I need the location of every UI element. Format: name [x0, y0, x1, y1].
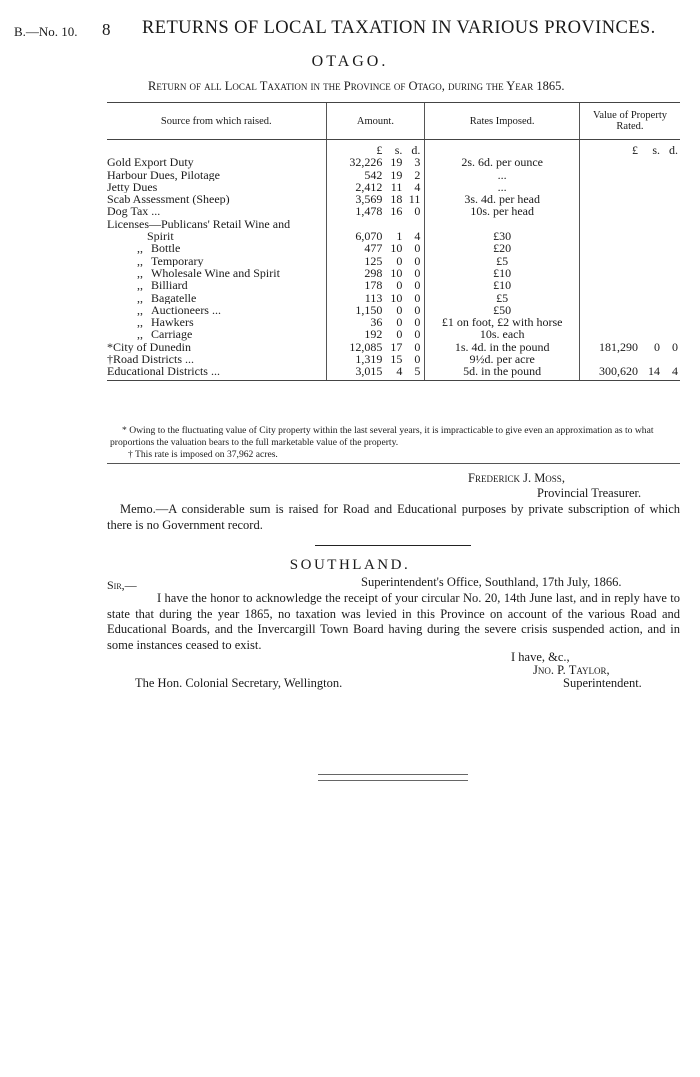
source-label: Educational Districts ...	[107, 365, 220, 378]
amount-pounds: 113	[364, 290, 383, 305]
rate-imposed: 1s. 4d. in the pound	[425, 341, 580, 353]
ditto-mark: ,,	[137, 266, 143, 280]
source-label: Dog Tax ...	[107, 205, 161, 218]
col-source-header: Source from which raised.	[107, 103, 326, 140]
source-label: Harbour Dues, Pilotage	[107, 168, 220, 181]
amount-shillings: 10	[390, 265, 403, 280]
source-label: †Road Districts ...	[107, 353, 194, 366]
page-title: RETURNS OF LOCAL TAXATION IN VARIOUS PROVINCES.	[142, 18, 656, 38]
amount-pence: 0	[414, 253, 421, 268]
amount-shillings: 16	[390, 204, 403, 219]
table-row	[107, 353, 680, 365]
letter-signer-title: Superintendent.	[563, 676, 642, 690]
value-shillings: 14	[648, 364, 660, 379]
letter-signer: Jno. P. Taylor,	[533, 663, 610, 677]
treasurer-name: Frederick J. Moss,	[468, 471, 565, 485]
table-row	[107, 304, 680, 316]
amount-pence: 0	[414, 352, 421, 367]
amount-pounds: 192	[364, 327, 383, 342]
amount-shillings: 15	[390, 352, 403, 367]
amount-pence: 2	[414, 167, 421, 182]
rate-imposed: £20	[425, 242, 580, 254]
unit-pence: d.	[411, 143, 421, 157]
units-row	[107, 140, 680, 157]
rate-imposed: ...	[425, 169, 580, 181]
amount-pounds: 12,085	[349, 339, 383, 354]
value-pounds: 181,290	[599, 339, 638, 354]
rate-imposed: ...	[425, 181, 580, 193]
ditto-mark: ,,	[137, 242, 143, 255]
salutation: Sir,—	[107, 578, 137, 592]
taxation-table	[107, 102, 680, 381]
table-row	[107, 205, 680, 217]
source-label: Auctioneers ...	[151, 303, 221, 317]
value-unit-pence: d.	[669, 143, 678, 157]
amount-pence: 5	[414, 364, 421, 379]
rate-imposed: 10s. per head	[425, 205, 580, 217]
amount-pounds: 298	[364, 265, 383, 280]
amount-pence: 4	[414, 179, 421, 194]
table-body	[107, 140, 680, 381]
amount-pence: 0	[414, 339, 421, 354]
source-label: Wholesale Wine and Spirit	[151, 266, 280, 280]
source-label: Carriage	[151, 328, 193, 341]
amount-pence: 0	[414, 327, 421, 342]
ditto-mark: ,,	[137, 328, 143, 341]
amount-pounds: 3,569	[355, 192, 383, 207]
ditto-mark: ,,	[137, 254, 143, 267]
rate-imposed: £30	[425, 230, 580, 242]
rate-imposed: 3s. 4d. per head	[425, 193, 580, 205]
unit-shillings: s.	[394, 143, 403, 157]
table-header-row	[107, 103, 680, 140]
source-label: Hawkers	[151, 316, 194, 329]
ditto-mark: ,,	[137, 316, 143, 329]
rate-imposed: £10	[425, 279, 580, 291]
rate-imposed: £1 on foot, £2 with horse	[425, 316, 580, 328]
table-row	[107, 328, 680, 340]
divider	[107, 463, 680, 464]
rate-imposed: £5	[425, 255, 580, 267]
source-label: Billiard	[151, 279, 188, 292]
footnote-road: † This rate is imposed on 37,962 acres.	[128, 449, 278, 460]
amount-shillings: 11	[390, 179, 403, 194]
amount-pounds: 1,150	[355, 302, 383, 317]
amount-pounds: 1,319	[355, 352, 383, 367]
table-row	[107, 242, 680, 254]
value-pounds: 300,620	[599, 364, 638, 379]
rate-imposed: 2s. 6d. per ounce	[425, 156, 580, 168]
treasurer-title: Provincial Treasurer.	[537, 486, 642, 500]
table-row	[107, 267, 680, 279]
rate-imposed: 10s. each	[425, 328, 580, 340]
amount-shillings: 19	[390, 155, 403, 170]
value-pence: 4	[672, 364, 678, 379]
col-value-header: Value of Property Rated.	[579, 103, 680, 140]
page-number: 8	[102, 20, 111, 39]
ditto-mark: ,,	[137, 303, 143, 317]
amount-pence: 0	[414, 315, 421, 330]
source-label: Bottle	[151, 242, 181, 255]
source-label: Jetty Dues	[107, 180, 158, 194]
table-row	[107, 316, 680, 328]
letter-body: I have the honor to acknowledge the receipt of your circular No. 20, 14th June last, and in reply have to state that during the year 1865, no taxation was levied in this Province on account of the various Road and Educational Boards, and the Invercargill Town Board having during the severe crisis suspended action, and in some instances ceased to exist.	[107, 591, 680, 652]
amount-pence: 3	[414, 155, 421, 170]
source-label: Licenses—Publicans' Retail Wine and	[107, 217, 291, 231]
memo-paragraph: Memo.—A considerable sum is raised for Road and Educational purposes by private subscription of which there is no Government record.	[107, 502, 680, 532]
amount-pounds: 36	[370, 315, 383, 330]
amount-pounds: 125	[364, 253, 383, 268]
amount-shillings: 4	[396, 364, 403, 379]
amount-shillings: 19	[390, 167, 403, 182]
amount-pounds: 178	[364, 278, 383, 293]
amount-pence: 0	[414, 278, 421, 293]
source-label: Gold Export Duty	[107, 156, 194, 169]
amount-pence: 0	[414, 241, 421, 256]
end-rule	[318, 774, 468, 775]
otago-caption: Return of all Local Taxation in the Province of Otago, during the Year 1865.	[148, 79, 565, 93]
amount-shillings: 0	[396, 327, 403, 342]
amount-pounds: 3,015	[355, 364, 383, 379]
value-pence: 0	[672, 339, 678, 354]
amount-pounds: 2,412	[355, 179, 383, 194]
source-label: Spirit	[147, 230, 174, 243]
amount-pounds: 1,478	[355, 204, 383, 219]
amount-pence: 0	[414, 302, 421, 317]
table-row	[107, 279, 680, 291]
amount-pence: 4	[414, 229, 421, 244]
table-row	[107, 218, 680, 230]
southland-heading: SOUTHLAND.	[289, 557, 411, 573]
footnote-city: * Owing to the fluctuating value of City property within the last several years, it is impracticable to give even an approximation as to what proportions the valuation bears to the full marketable value of the property.	[110, 425, 654, 448]
amount-pounds: 477	[364, 241, 383, 256]
end-rule	[318, 780, 468, 781]
source-label: Scab Assessment (Sheep)	[107, 193, 230, 206]
unit-pounds: £	[376, 143, 383, 157]
table-row	[107, 156, 680, 168]
table-row	[107, 292, 680, 304]
letter-closing: I have, &c.,	[511, 650, 570, 664]
amount-shillings: 0	[396, 278, 403, 293]
amount-shillings: 10	[390, 241, 403, 256]
amount-pence: 11	[408, 192, 421, 207]
source-label: Temporary	[151, 254, 204, 267]
letter-dateline: Superintendent's Office, Southland, 17th July, 1866.	[361, 575, 622, 589]
amount-pounds: 32,226	[349, 155, 383, 170]
rate-imposed: £5	[425, 292, 580, 304]
amount-shillings: 0	[396, 302, 403, 317]
value-unit-pounds: £	[632, 143, 638, 157]
rate-imposed: 5d. in the pound	[425, 365, 580, 380]
amount-pence: 0	[414, 290, 421, 305]
col-amount-header: Amount.	[326, 103, 425, 140]
rate-imposed: 9½d. per acre	[425, 353, 580, 365]
amount-shillings: 1	[396, 229, 403, 244]
amount-shillings: 18	[390, 192, 403, 207]
rate-imposed: £10	[425, 267, 580, 279]
amount-shillings: 17	[390, 339, 403, 354]
section-divider	[315, 545, 471, 546]
source-label: *City of Dunedin	[107, 340, 191, 354]
footnotes	[110, 425, 680, 461]
source-label: Bagatelle	[151, 291, 197, 304]
amount-shillings: 10	[390, 290, 403, 305]
amount-shillings: 0	[396, 315, 403, 330]
col-rates-header: Rates Imposed.	[425, 103, 580, 140]
otago-heading: OTAGO.	[311, 53, 389, 70]
ditto-mark: ,,	[137, 279, 143, 292]
amount-pounds: 6,070	[355, 229, 383, 244]
value-unit-shillings: s.	[652, 143, 660, 157]
amount-shillings: 0	[396, 253, 403, 268]
ditto-mark: ,,	[137, 291, 143, 304]
rate-imposed: £50	[425, 304, 580, 316]
amount-pounds: 542	[364, 167, 383, 182]
amount-pence: 0	[414, 265, 421, 280]
letter-addressee: The Hon. Colonial Secretary, Wellington.	[135, 676, 343, 690]
value-shillings: 0	[654, 339, 660, 354]
amount-pence: 0	[414, 204, 421, 219]
table-row	[107, 365, 680, 380]
series-number: B.—No. 10.	[14, 24, 78, 39]
